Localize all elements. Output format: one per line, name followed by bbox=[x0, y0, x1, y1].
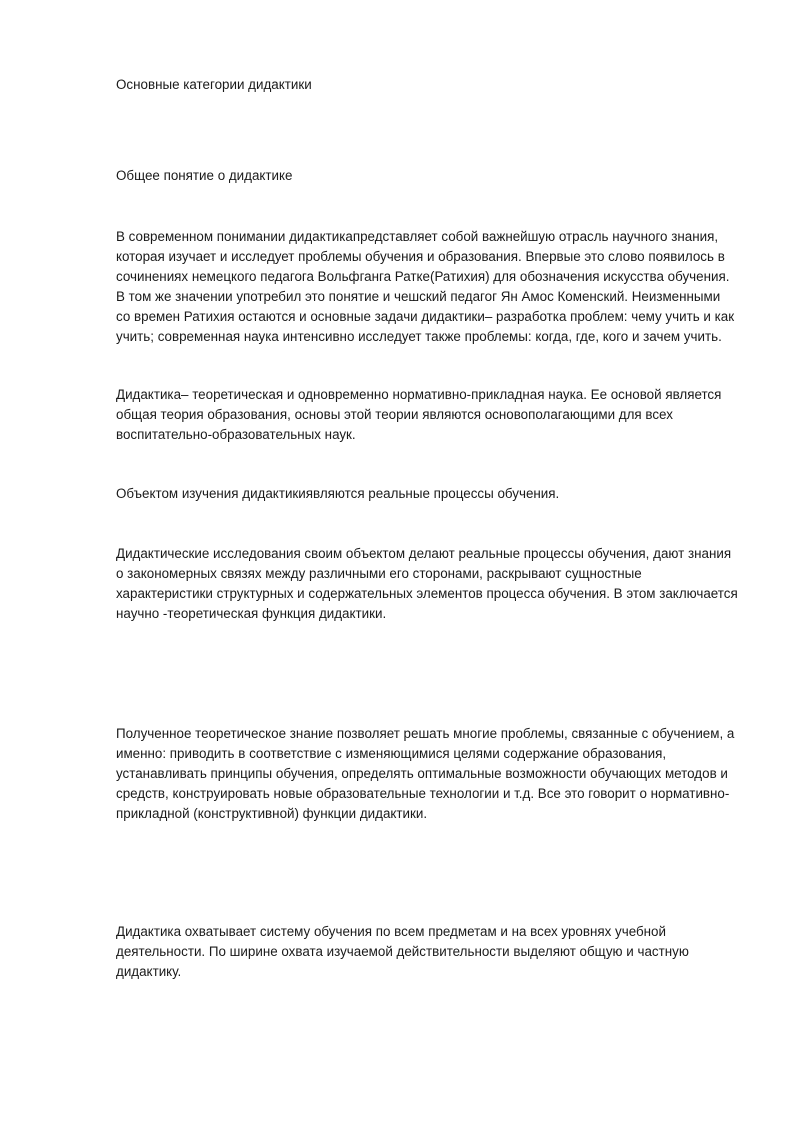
paragraph-line: именно: приводить в соответствие с изменяющимися целями содержание образования, bbox=[116, 746, 667, 761]
paragraph-definition bbox=[116, 227, 746, 347]
paragraph-line: Дидактические исследования своим объектом делают реальные процессы обучения, дают знания bbox=[116, 546, 732, 561]
document-title bbox=[116, 75, 746, 95]
paragraph-line: воспитательно-образовательных наук. bbox=[116, 427, 356, 442]
paragraph-line: деятельности. По ширине охвата изучаемой действительности выделяют общую и частную bbox=[116, 944, 689, 959]
paragraph-line: научно -теоретическая функция дидактики. bbox=[116, 606, 387, 621]
paragraph-line: со времен Ратихия остаются и основные задачи дидактики– разработка проблем: чему учить и как bbox=[116, 309, 735, 324]
paragraph-line: дидактику. bbox=[116, 964, 182, 979]
paragraph-research bbox=[116, 544, 746, 624]
paragraph-line: В современном понимании дидактикапредставляет собой важнейшую отрасль научного знания, bbox=[116, 229, 719, 244]
title-text: Основные категории дидактики bbox=[116, 77, 312, 92]
paragraph-line: Объектом изучения дидактикиявляются реальные процессы обучения. bbox=[116, 486, 560, 501]
paragraph-line: характеристики структурных и содержательных элементов процесса обучения. В этом заключается bbox=[116, 586, 738, 601]
paragraph-line: Полученное теоретическое знание позволяет решать многие проблемы, связанные с обучением, а bbox=[116, 726, 735, 741]
paragraph-line: В том же значении употребил это понятие и чешский педагог Ян Амос Коменский. Неизменными bbox=[116, 289, 721, 304]
paragraph-line: сочинениях немецкого педагога Вольфганга Ратке(Ратихия) для обозначения искусства обучения. bbox=[116, 269, 730, 284]
paragraph-line: Дидактика– теоретическая и одновременно нормативно-прикладная наука. Ее основой является bbox=[116, 387, 722, 402]
paragraph-line: общая теория образования, основы этой теории являются основополагающими для всех bbox=[116, 407, 673, 422]
paragraph-application bbox=[116, 724, 746, 824]
paragraph-scope bbox=[116, 922, 746, 982]
paragraph-line: учить; современная наука интенсивно исследует также проблемы: когда, где, кого и зачем учить. bbox=[116, 329, 722, 344]
paragraph-nature bbox=[116, 385, 746, 445]
paragraph-line: устанавливать принципы обучения, определять оптимальные возможности обучающих методов и bbox=[116, 766, 728, 781]
paragraph-line: которая изучает и исследует проблемы обучения и образования. Впервые это слово появилось в bbox=[116, 249, 725, 264]
paragraph-line: прикладной (конструктивной) функции дидактики. bbox=[116, 806, 428, 821]
heading-text: Общее понятие о дидактике bbox=[116, 168, 293, 183]
paragraph-object bbox=[116, 484, 746, 504]
paragraph-line: Дидактика охватывает систему обучения по всем предметам и на всех уровнях учебной bbox=[116, 924, 666, 939]
paragraph-line: о закономерных связях между различными его сторонами, раскрывают сущностные bbox=[116, 566, 642, 581]
section-heading bbox=[116, 166, 746, 186]
paragraph-line: средств, конструировать новые образовательные технологии и т.д. Все это говорит о нормативно- bbox=[116, 786, 730, 801]
